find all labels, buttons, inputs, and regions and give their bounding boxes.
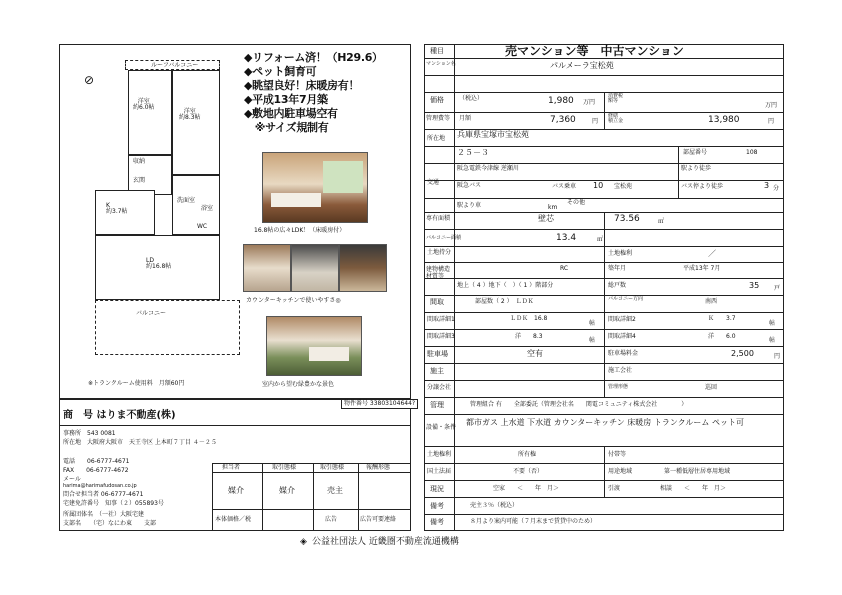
company-mail-label: メール xyxy=(63,476,81,483)
photo-kitchen-2 xyxy=(291,244,339,292)
grid-hline-21 xyxy=(424,414,784,415)
orient-label: バルコニー方向 xyxy=(608,296,644,302)
photo-view xyxy=(266,316,362,376)
bullet-2: ◆ペット飼育可 xyxy=(244,65,317,78)
company-branch: 支部名 （宅）なにわ東 支部 xyxy=(63,520,157,527)
structure-label: 建物構造 材質等 xyxy=(426,266,451,281)
company-group: 所属団体名 （一社）大阪宅建 xyxy=(63,511,145,518)
parking-fee-label: 駐車場料金 xyxy=(608,350,639,357)
photo-ldk xyxy=(262,152,368,223)
small-label-0: 収納 xyxy=(133,158,146,165)
bullet-3: ◆眺望良好！床暖房有！ xyxy=(244,79,360,92)
detail4-label: 間取詳細4 xyxy=(608,333,636,340)
handover-label: 引渡 xyxy=(608,485,621,492)
company-license2: 宅建免許番号 知事（２）055893号 xyxy=(63,500,164,507)
constructor-label: 施工会社 xyxy=(608,367,633,374)
balcony-unit: ㎡ xyxy=(597,236,604,243)
parking-value: 空有 xyxy=(527,349,543,358)
detail2-value: Ｋ 3.7 xyxy=(708,315,736,322)
bullet-4: ◆平成13年7月築 xyxy=(244,93,328,106)
mgmt-type-label: 管理形態 xyxy=(608,384,629,390)
company-name: 商 号 はりま不動産(株) xyxy=(63,410,176,421)
sofa-shape xyxy=(271,193,321,207)
parking-fee-value: 2,500 xyxy=(731,349,754,358)
ldk-label: LD 約16.8帖 xyxy=(146,257,172,270)
staff-head-2: 取引態様 xyxy=(320,464,345,471)
detail2-label: 間取詳細2 xyxy=(608,316,636,323)
rules-value: 不要（否） xyxy=(513,468,544,475)
seller-label: 分譲会社 xyxy=(427,384,452,391)
consumption-label: 消費税 額等 xyxy=(608,93,624,104)
bus-stop: 宝松苑 xyxy=(614,183,633,190)
sofa-view-shape xyxy=(309,347,349,361)
room-western-2 xyxy=(172,70,220,175)
staff-hline-2 xyxy=(212,509,411,510)
staff-head-3: 報酬形態 xyxy=(366,464,391,471)
ldk-room xyxy=(95,235,220,300)
roof-balcony-label: ルーフバルコニー xyxy=(151,62,199,69)
name-label: マンション名 xyxy=(426,61,456,67)
land-law-label: 土地権利 xyxy=(427,451,452,458)
price-unit: 万円 xyxy=(583,99,596,106)
balcony-label: バルコニー面積 xyxy=(426,235,462,241)
location-label: 所在地 xyxy=(427,135,446,142)
staff-hline-1 xyxy=(212,472,411,473)
status-value: 空家 ＜ 年 月＞ xyxy=(493,485,560,492)
built-label: 築年月 xyxy=(608,265,627,272)
remarks-value: 売主３％（税込） xyxy=(470,502,519,509)
room1-label: 洋室 約6.0帖 xyxy=(133,98,155,111)
type-label: 種目 xyxy=(430,47,444,55)
floor-info: 地上（ 4 ）地下（ ）（ 1 ）階部分 xyxy=(457,282,554,289)
tatami-2: 帖 xyxy=(769,320,776,327)
remarks2-label: 備考 xyxy=(430,518,444,526)
staff-vline-3 xyxy=(358,463,359,531)
station-suffix: 駅より徒歩 xyxy=(681,165,712,172)
company-divider xyxy=(59,425,411,426)
room-western-1 xyxy=(128,70,172,155)
price-value: 1,980 xyxy=(548,96,574,106)
small-label-1: 玄関 xyxy=(133,177,146,184)
area-value: 73.56 xyxy=(614,214,640,224)
appendix-label: 付帯等 xyxy=(608,451,627,458)
window-shape xyxy=(323,161,363,193)
grid-hline-26 xyxy=(424,514,784,515)
small-label-4: 浴室 xyxy=(201,205,214,212)
bus-value: 阪急バス xyxy=(457,182,482,189)
service-area xyxy=(172,175,220,235)
remarks-label: 備考 xyxy=(430,502,444,510)
walk-label: バス停より徒歩 xyxy=(681,183,724,190)
bullet-1: ◆リフォーム済！（H29.6） xyxy=(244,51,383,64)
small-label-5: WC xyxy=(197,223,208,230)
units-unit: 戸 xyxy=(774,285,781,292)
mgmt-value: 7,360 xyxy=(550,115,576,125)
company-license: 事務所 543 0081 xyxy=(63,430,116,437)
company-inquiry: 問合せ担当者 06-6777-4671 xyxy=(63,491,144,498)
area-label: 専有面積 xyxy=(426,215,451,222)
staff-r1-0: 媒介 xyxy=(228,486,244,495)
detail3-label: 間取詳細3 xyxy=(427,333,455,340)
roof-balcony xyxy=(125,60,220,70)
staff-r1-1: 媒介 xyxy=(279,486,295,495)
km-unit: km xyxy=(548,204,558,211)
rules-label: 国土法届 xyxy=(427,468,452,475)
grid-hline-0 xyxy=(424,58,784,59)
bus-min: 10 xyxy=(593,181,604,190)
units-value: 35 xyxy=(749,281,760,290)
grid-vline-2 xyxy=(604,446,605,497)
grid-vline-1 xyxy=(604,212,605,397)
facility-value: 都市ガス 上水道 下水道 カウンターキッチン 床暖房 トランクルーム ペット可 xyxy=(466,418,744,427)
mgmt-type-value: 巡回 xyxy=(705,384,718,391)
detail1-label: 間取詳細1 xyxy=(427,316,455,323)
handover-value: 相談 ＜ 年 月＞ xyxy=(660,485,727,492)
detail4-value: 洋 6.0 xyxy=(708,333,736,340)
tax-note: （税込） xyxy=(459,95,484,102)
transport-label: 交通 xyxy=(427,179,440,186)
lot-value: ２５－３ xyxy=(457,148,489,157)
room2-label: 洋室 約8.3帖 xyxy=(179,108,201,121)
grid-hline-25 xyxy=(424,497,784,498)
layout-label: 間取 xyxy=(430,298,444,306)
staff-r2-0: 本体価格／税 xyxy=(215,516,252,523)
facility-label: 設備・条件 xyxy=(426,424,457,431)
grid-vline-3 xyxy=(678,146,679,163)
parking-label: 駐車場 xyxy=(427,350,448,358)
repair-value: 13,980 xyxy=(708,115,740,125)
staff-vline-2 xyxy=(313,463,314,531)
floor-plan xyxy=(80,60,240,375)
structure-value: RC xyxy=(560,265,569,272)
detail1-value: ＬＤＫ 16.8 xyxy=(510,315,548,322)
type-value: 売マンション等 中古マンション xyxy=(505,44,684,58)
area-type: 壁芯 xyxy=(538,214,554,223)
detail3-value: 洋 8.3 xyxy=(515,333,543,340)
from-station: 駅より車 xyxy=(457,202,482,209)
price-label: 価格 xyxy=(430,96,444,104)
grid-hline-6 xyxy=(424,163,784,164)
staff-head-1: 取引態様 xyxy=(272,464,297,471)
builder-label: 施主 xyxy=(430,367,444,375)
walk-value: 3 xyxy=(764,181,770,190)
grid-hline-8 xyxy=(424,198,784,199)
area-unit: ㎡ xyxy=(658,218,665,225)
room-no-value: 108 xyxy=(746,149,758,156)
repair-label: 修繕 積立金 xyxy=(608,113,624,124)
caption-kitchen: カウンターキッチンで使いやすさ◎ xyxy=(246,297,341,304)
manage-value: 管理組合 有 全部委託（管理会社名 関電コミュニティ株式会社 ） xyxy=(470,401,688,408)
repair-unit: 円 xyxy=(768,118,775,125)
other-label: その他 xyxy=(567,199,586,206)
consumption-unit: 万円 xyxy=(765,102,778,109)
company-tel: 電話 06-6777-4671 xyxy=(63,458,130,465)
company-mail: harima@harimafudosan.co.jp xyxy=(63,483,137,489)
layout-value: 部屋数（ 2 ） ＬＤＫ xyxy=(475,298,534,305)
room-no-label: 部屋番号 xyxy=(683,149,708,156)
mgmt-month: 月額 xyxy=(459,115,472,122)
station-value: 阪急電鉄今津線 逆瀬川 xyxy=(457,165,519,172)
label-col-divider xyxy=(454,44,455,531)
units-label: 総戸数 xyxy=(608,282,627,289)
tatami-3: 帖 xyxy=(589,337,596,344)
doc-number: 物件番号 33803104644? xyxy=(341,399,418,409)
grid-hline-5 xyxy=(424,146,784,147)
closet-area xyxy=(128,155,172,195)
company-address: 所在地 大阪府大阪市 天王寺区 上本町７丁目 ４－２５ xyxy=(63,439,217,446)
grid-vline-4 xyxy=(678,163,679,198)
grid-hline-1 xyxy=(424,75,784,76)
photo-kitchen-1 xyxy=(243,244,291,292)
zoning-label: 用途地域 xyxy=(608,468,633,475)
land-rights-value: ／ xyxy=(708,249,716,258)
staff-vline-1 xyxy=(262,463,263,531)
land-label: 土地持分 xyxy=(427,249,452,256)
grid-hline-7 xyxy=(424,180,784,181)
staff-r2-3: 広告可要連絡 xyxy=(360,516,397,523)
bullet-6: ※サイズ規制有 xyxy=(244,121,329,134)
manage-label: 管理 xyxy=(430,401,444,409)
bullet-5: ◆敷地内駐車場空有 xyxy=(244,107,338,120)
remarks2-value: ８月より案内可能（７月末まで賃貸中のため） xyxy=(470,518,597,525)
land-rights-label: 土地権利 xyxy=(608,250,633,257)
name-value: パルメーラ宝松苑 xyxy=(550,61,614,70)
company-fax: FAX 06-6777-4672 xyxy=(63,467,129,474)
footer-icon: ◈ xyxy=(300,537,307,547)
location-value: 兵庫県宝塚市宝松苑 xyxy=(457,130,529,139)
bus-ride: バス乗車 xyxy=(552,183,577,190)
balcony-value: 13.4 xyxy=(556,233,577,243)
tatami-4: 帖 xyxy=(769,337,776,344)
caption-view: 室内から望む緑豊かな景色 xyxy=(262,381,335,388)
tatami-1: 帖 xyxy=(589,320,596,327)
staff-head-0: 担当者 xyxy=(222,464,241,471)
small-label-3: 洗面室 xyxy=(177,197,196,204)
land-law-value: 所有権 xyxy=(518,451,537,458)
trunk-room-note: ※トランクルーム使用料 月額60円 xyxy=(88,380,185,387)
bottom-balcony-label: バルコニー xyxy=(136,310,167,317)
walk-unit: 分 xyxy=(773,185,780,192)
staff-r1-2: 売主 xyxy=(327,486,343,495)
staff-r2-2: 広告 xyxy=(325,516,338,523)
caption-ldk: 16.8帖の広々LDK！（床暖房付） xyxy=(254,227,346,234)
kitchen xyxy=(95,190,155,235)
zoning-value: 第一種低層住居専用地域 xyxy=(664,468,731,475)
grid-vline-0 xyxy=(604,92,605,129)
kitchen-label: K 約3.7帖 xyxy=(106,202,128,215)
parking-fee-unit: 円 xyxy=(774,353,781,360)
compass-icon: ⊘ xyxy=(84,73,95,87)
status-label: 現況 xyxy=(430,485,444,493)
orient-value: 南西 xyxy=(705,298,718,305)
built-value: 平成13年 7月 xyxy=(683,265,721,272)
mgmt-label: 管理費等 xyxy=(426,115,451,122)
footer-text: 公益社団法人 近畿圏不動産流通機構 xyxy=(312,537,459,547)
photo-kitchen-3 xyxy=(339,244,387,292)
grid-hline-20 xyxy=(424,397,784,398)
bottom-balcony xyxy=(95,300,240,355)
mgmt-unit: 円 xyxy=(592,118,599,125)
